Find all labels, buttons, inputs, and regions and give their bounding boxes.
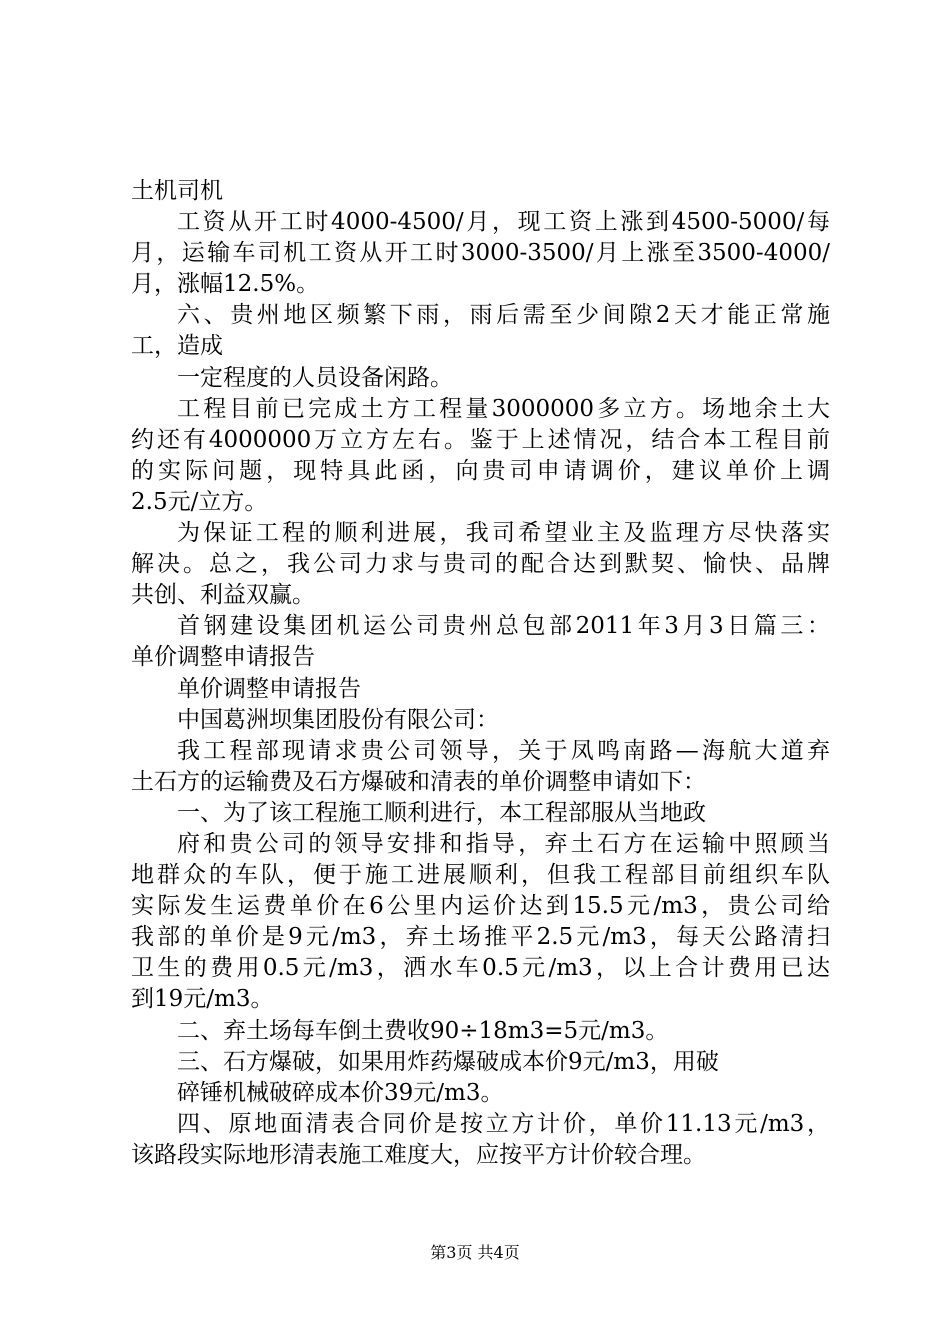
text-line: 工程目前已完成土方工程量3000000多立方。场地余土大 (177, 395, 830, 422)
text-line: 卫生的费用0.5元/m3，洒水车0.5元/m3，以上合计费用已达 (131, 955, 830, 982)
text-line: 我部的单价是9元/m3，弃土场推平2.5元/m3，每天公路清扫 (131, 924, 830, 951)
text-line: 工，造成 (131, 333, 223, 360)
text-line: 解决。总之，我公司力求与贵司的配合达到默契、愉快、品牌 (131, 551, 830, 578)
text-line: 2.5元/立方。 (131, 488, 268, 515)
text-line: 我工程部现请求贵公司领导，关于凤鸣南路—海航大道弃 (177, 737, 830, 764)
text-line: 的实际问题，现特具此函，向贵司申请调价，建议单价上调 (131, 457, 830, 484)
text-line: 月，运输车司机工资从开工时3000-3500/月上涨至3500-4000/ (131, 240, 830, 267)
text-line: 到19元/m3。 (131, 986, 274, 1013)
text-line: 月，涨幅12.5%。 (131, 271, 320, 298)
text-line: 府和贵公司的领导安排和指导，弃土石方在运输中照顾当 (177, 830, 830, 857)
text-line: 土机司机 (131, 178, 223, 204)
text-line: 土石方的运输费及石方爆破和清表的单价调整申请如下： (131, 768, 706, 795)
text-line: 地群众的车队，便于施工进展顺利，但我工程部目前组织车队 (131, 862, 830, 889)
text-line: 工资从开工时4000-4500/月，现工资上涨到4500-5000/每 (177, 209, 830, 236)
text-line: 实际发生运费单价在6公里内运价达到15.5元/m3，贵公司给 (131, 893, 830, 920)
text-line: 单价调整申请报告 (131, 644, 315, 671)
page-number: 第3页 共4页 (430, 1243, 520, 1262)
text-line: 为保证工程的顺利进展，我司希望业主及监理方尽快落实 (177, 520, 830, 547)
text-line: 二、弃土场每车倒土费收90÷18m3=5元/m3。 (177, 1017, 669, 1044)
text-line: 共创、利益双赢。 (131, 582, 315, 609)
text-line: 该路段实际地形清表施工难度大，应按平方计价较合理。 (131, 1141, 706, 1168)
text-line: 碎锤机械破碎成本价39元/m3。 (177, 1079, 504, 1106)
text-line: 单价调整申请报告 (177, 675, 361, 702)
text-line: 中国葛洲坝集团股份有限公司： (177, 706, 499, 733)
text-line: 一、为了该工程施工顺利进行，本工程部服从当地政 (177, 799, 706, 826)
text-line: 四、原地面清表合同价是按立方计价，单价11.13元/m3， (177, 1110, 830, 1137)
text-line: 一定程度的人员设备闲路。 (177, 364, 453, 391)
document-body (131, 176, 830, 1171)
text-line: 首钢建设集团机运公司贵州总包部2011年3月3日篇三： (177, 613, 830, 640)
text-line: 六、贵州地区频繁下雨，雨后需至少间隙2天才能正常施 (177, 302, 830, 329)
text-line: 约还有4000000万立方左右。鉴于上述情况，结合本工程目前 (131, 426, 830, 453)
text-line: 三、石方爆破，如果用炸药爆破成本价9元/m3，用破 (177, 1048, 719, 1075)
